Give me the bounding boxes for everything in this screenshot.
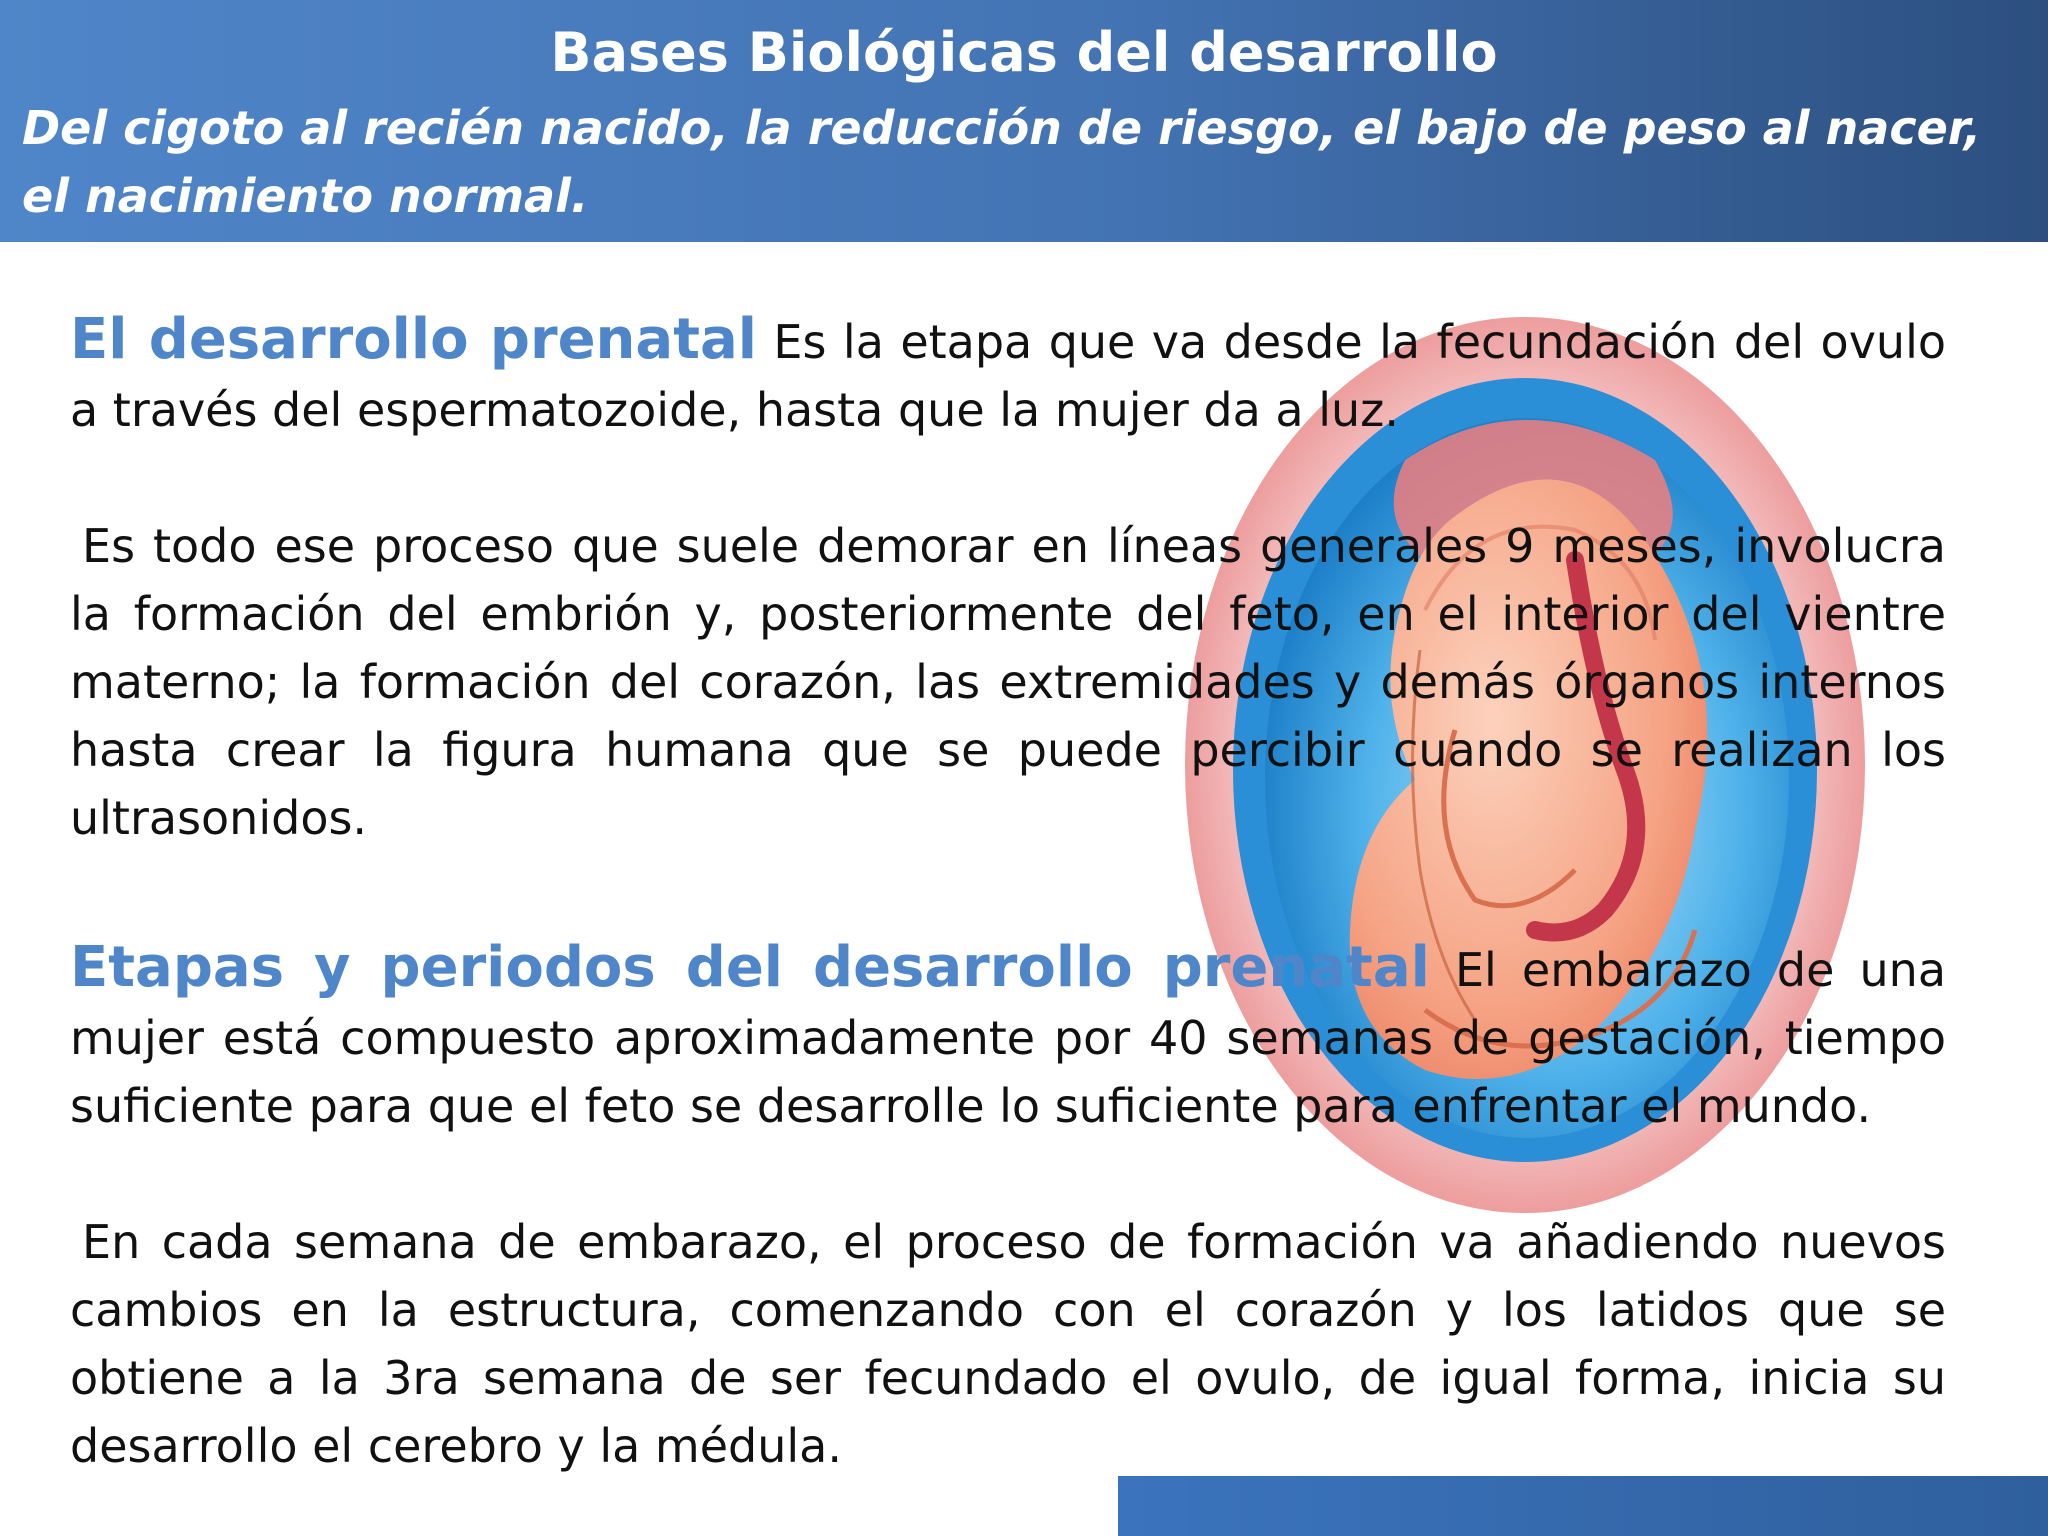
paragraph-prenatal-process <box>70 512 1946 852</box>
slide-title: Bases Biológicas del desarrollo <box>550 21 1498 84</box>
paragraph-prenatal-definition <box>70 306 1946 444</box>
paragraph-text: Es todo ese proceso que suele demorar en líneas generales 9 meses, involucra la formación del embrión y, posteriormente del feto, en el interior del vientre materno; la formación del corazón, las extremidades y demás órganos internos hasta crear la figura humana que se puede percibir cuando se realizan los ultrasonidos. <box>70 519 1946 845</box>
paragraph-text: En cada semana de embarazo, el proceso de formación va añadiendo nuevos cambios en la estructura, comenzando con el corazón y los latidos que se obtiene a la 3ra semana de ser fecundado el ovulo, de igual forma, inicia su desarrollo el cerebro y la médula. <box>70 1215 1946 1473</box>
footer-accent-bar <box>1118 1476 2048 1536</box>
paragraph-text: Es la etapa que va desde la fecundación del ovulo a través del espermatozoide, hasta que la mujer da a luz. <box>70 315 1946 437</box>
header-banner <box>0 0 2048 242</box>
paragraph-weekly-changes <box>70 1208 1946 1480</box>
paragraph-text: El embarazo de una mujer está compuesto aproximadamente por 40 semanas de gestación, tiempo suficiente para que el feto se desarrolle lo suficiente para enfrentar el mundo. <box>70 943 1947 1133</box>
heading-etapas-periodos: Etapas y periodos del desarrollo prenatal <box>70 935 1430 1000</box>
paragraph-prenatal-stages <box>70 934 1946 1140</box>
slide-subtitle: Del cigoto al recién nacido, la reducción de riesgo, el bajo de peso al nacer, el nacimiento normal. <box>22 101 1982 223</box>
heading-desarrollo-prenatal: El desarrollo prenatal <box>70 307 757 372</box>
